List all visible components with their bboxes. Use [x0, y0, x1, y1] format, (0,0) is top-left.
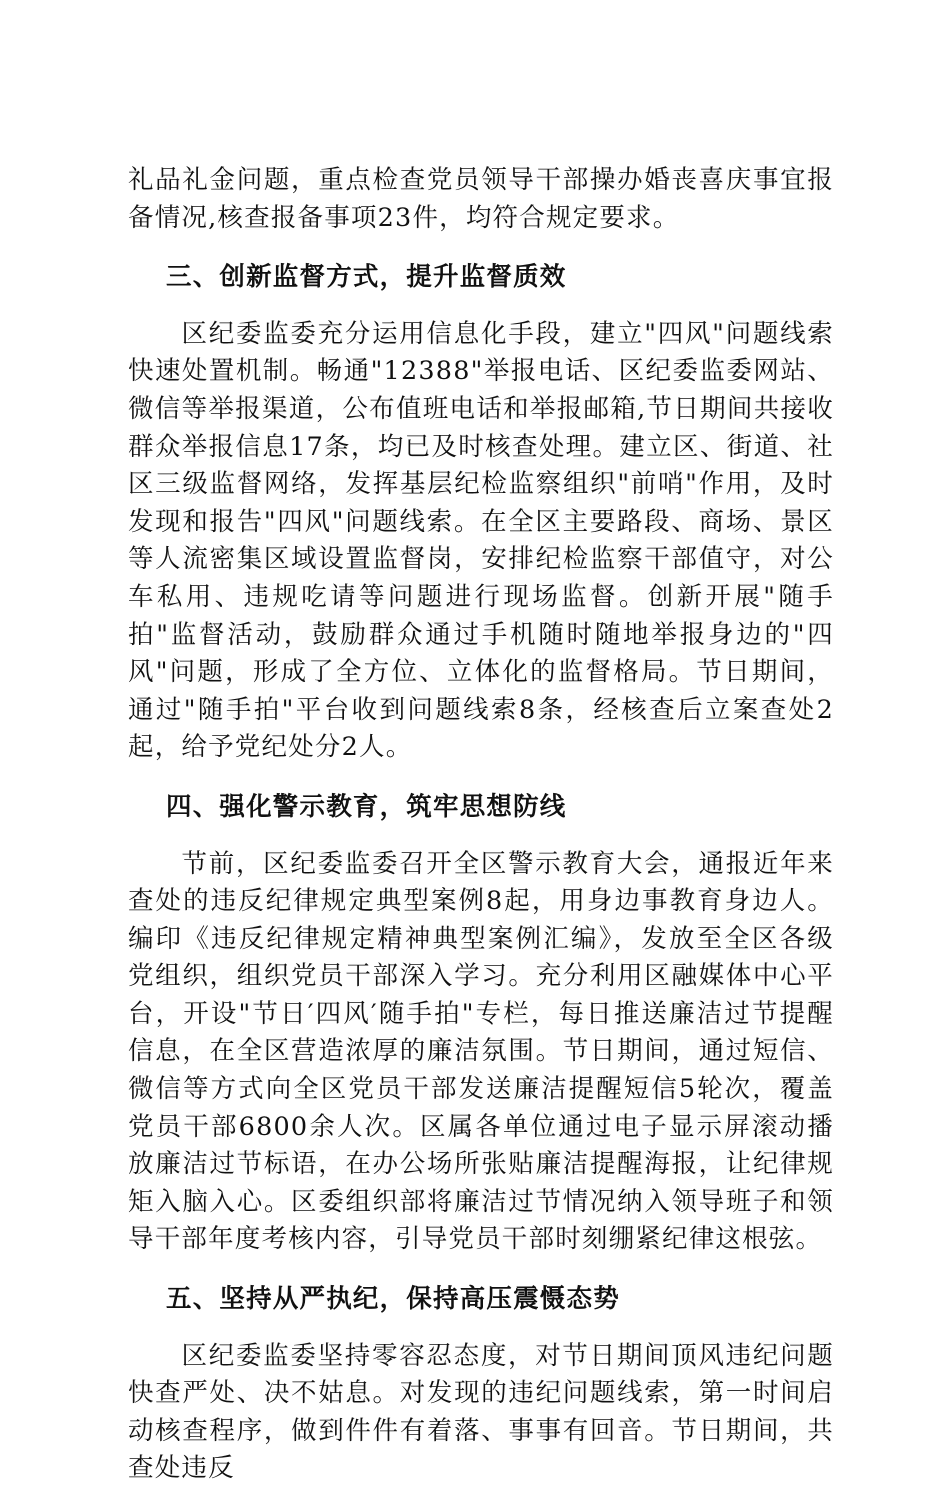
section-heading-5: 五、坚持从严执纪，保持高压震慑态势: [166, 1284, 620, 1315]
document-body: [128, 162, 834, 1488]
continued-paragraph: 礼品礼金问题，重点检查党员领导干部操办婚丧喜庆事宜报备情况,核查报备事项23件，均符合规定要求。: [128, 165, 834, 233]
spacer: [128, 237, 834, 259]
spacer: [128, 1259, 834, 1281]
section-heading-3: 三、创新监督方式，提升监督质效: [166, 262, 567, 293]
spacer: [128, 1319, 834, 1338]
spacer: [128, 827, 834, 846]
spacer: [128, 297, 834, 316]
section-paragraph-3: 区纪委监委充分运用信息化手段，建立"四风"问题线索快速处置机制。畅通"12388"举报电话、区纪委监委网站、微信等举报渠道，公布值班电话和举报邮箱,节日期间共接收群众举报信息17条，均已及时核查处理。建立区、街道、社区三级监督网络，发挥基层纪检监察组织"前哨"作用，及时发现和报告"四风"问题线索。在全区主要路段、商场、景区等人流密集区域设置监督岗，安排纪检监察干部值守，对公车私用、违规吃请等问题进行现场监督。创新开展"随手拍"监督活动，鼓励群众通过手机随时随地举报身边的"四风"问题，形成了全方位、立体化的监督格局。节日期间，通过"随手拍"平台收到问题线索8条，经核查后立案查处2起，给予党纪处分2人。: [128, 318, 834, 763]
section-paragraph-4: 节前，区纪委监委召开全区警示教育大会，通报近年来查处的违反纪律规定典型案例8起，用身边事教育身边人。编印《违反纪律规定精神典型案例汇编》，发放至全区各级党组织，组织党员干部深入学习。充分利用区融媒体中心平台，开设"节日′四风′随手拍"专栏，每日推送廉洁过节提醒信息，在全区营造浓厚的廉洁氛围。节日期间，通过短信、微信等方式向全区党员干部发送廉洁提醒短信5轮次，覆盖党员干部6800余人次。区属各单位通过电子显示屏滚动播放廉洁过节标语，在办公场所张贴廉洁提醒海报，让纪律规矩入脑入心。区委组织部将廉洁过节情况纳入领导班子和领导干部年度考核内容，引导党员干部时刻绷紧纪律这根弦。: [128, 848, 834, 1255]
section-paragraph-5: 区纪委监委坚持零容忍态度，对节日期间顶风违纪问题快查严处、决不姑息。对发现的违纪问题线索，第一时间启动核查程序，做到件件有着落、事事有回音。节日期间，共查处违反: [128, 1340, 834, 1484]
spacer: [128, 767, 834, 789]
section-heading-4: 四、强化警示教育，筑牢思想防线: [166, 791, 567, 822]
